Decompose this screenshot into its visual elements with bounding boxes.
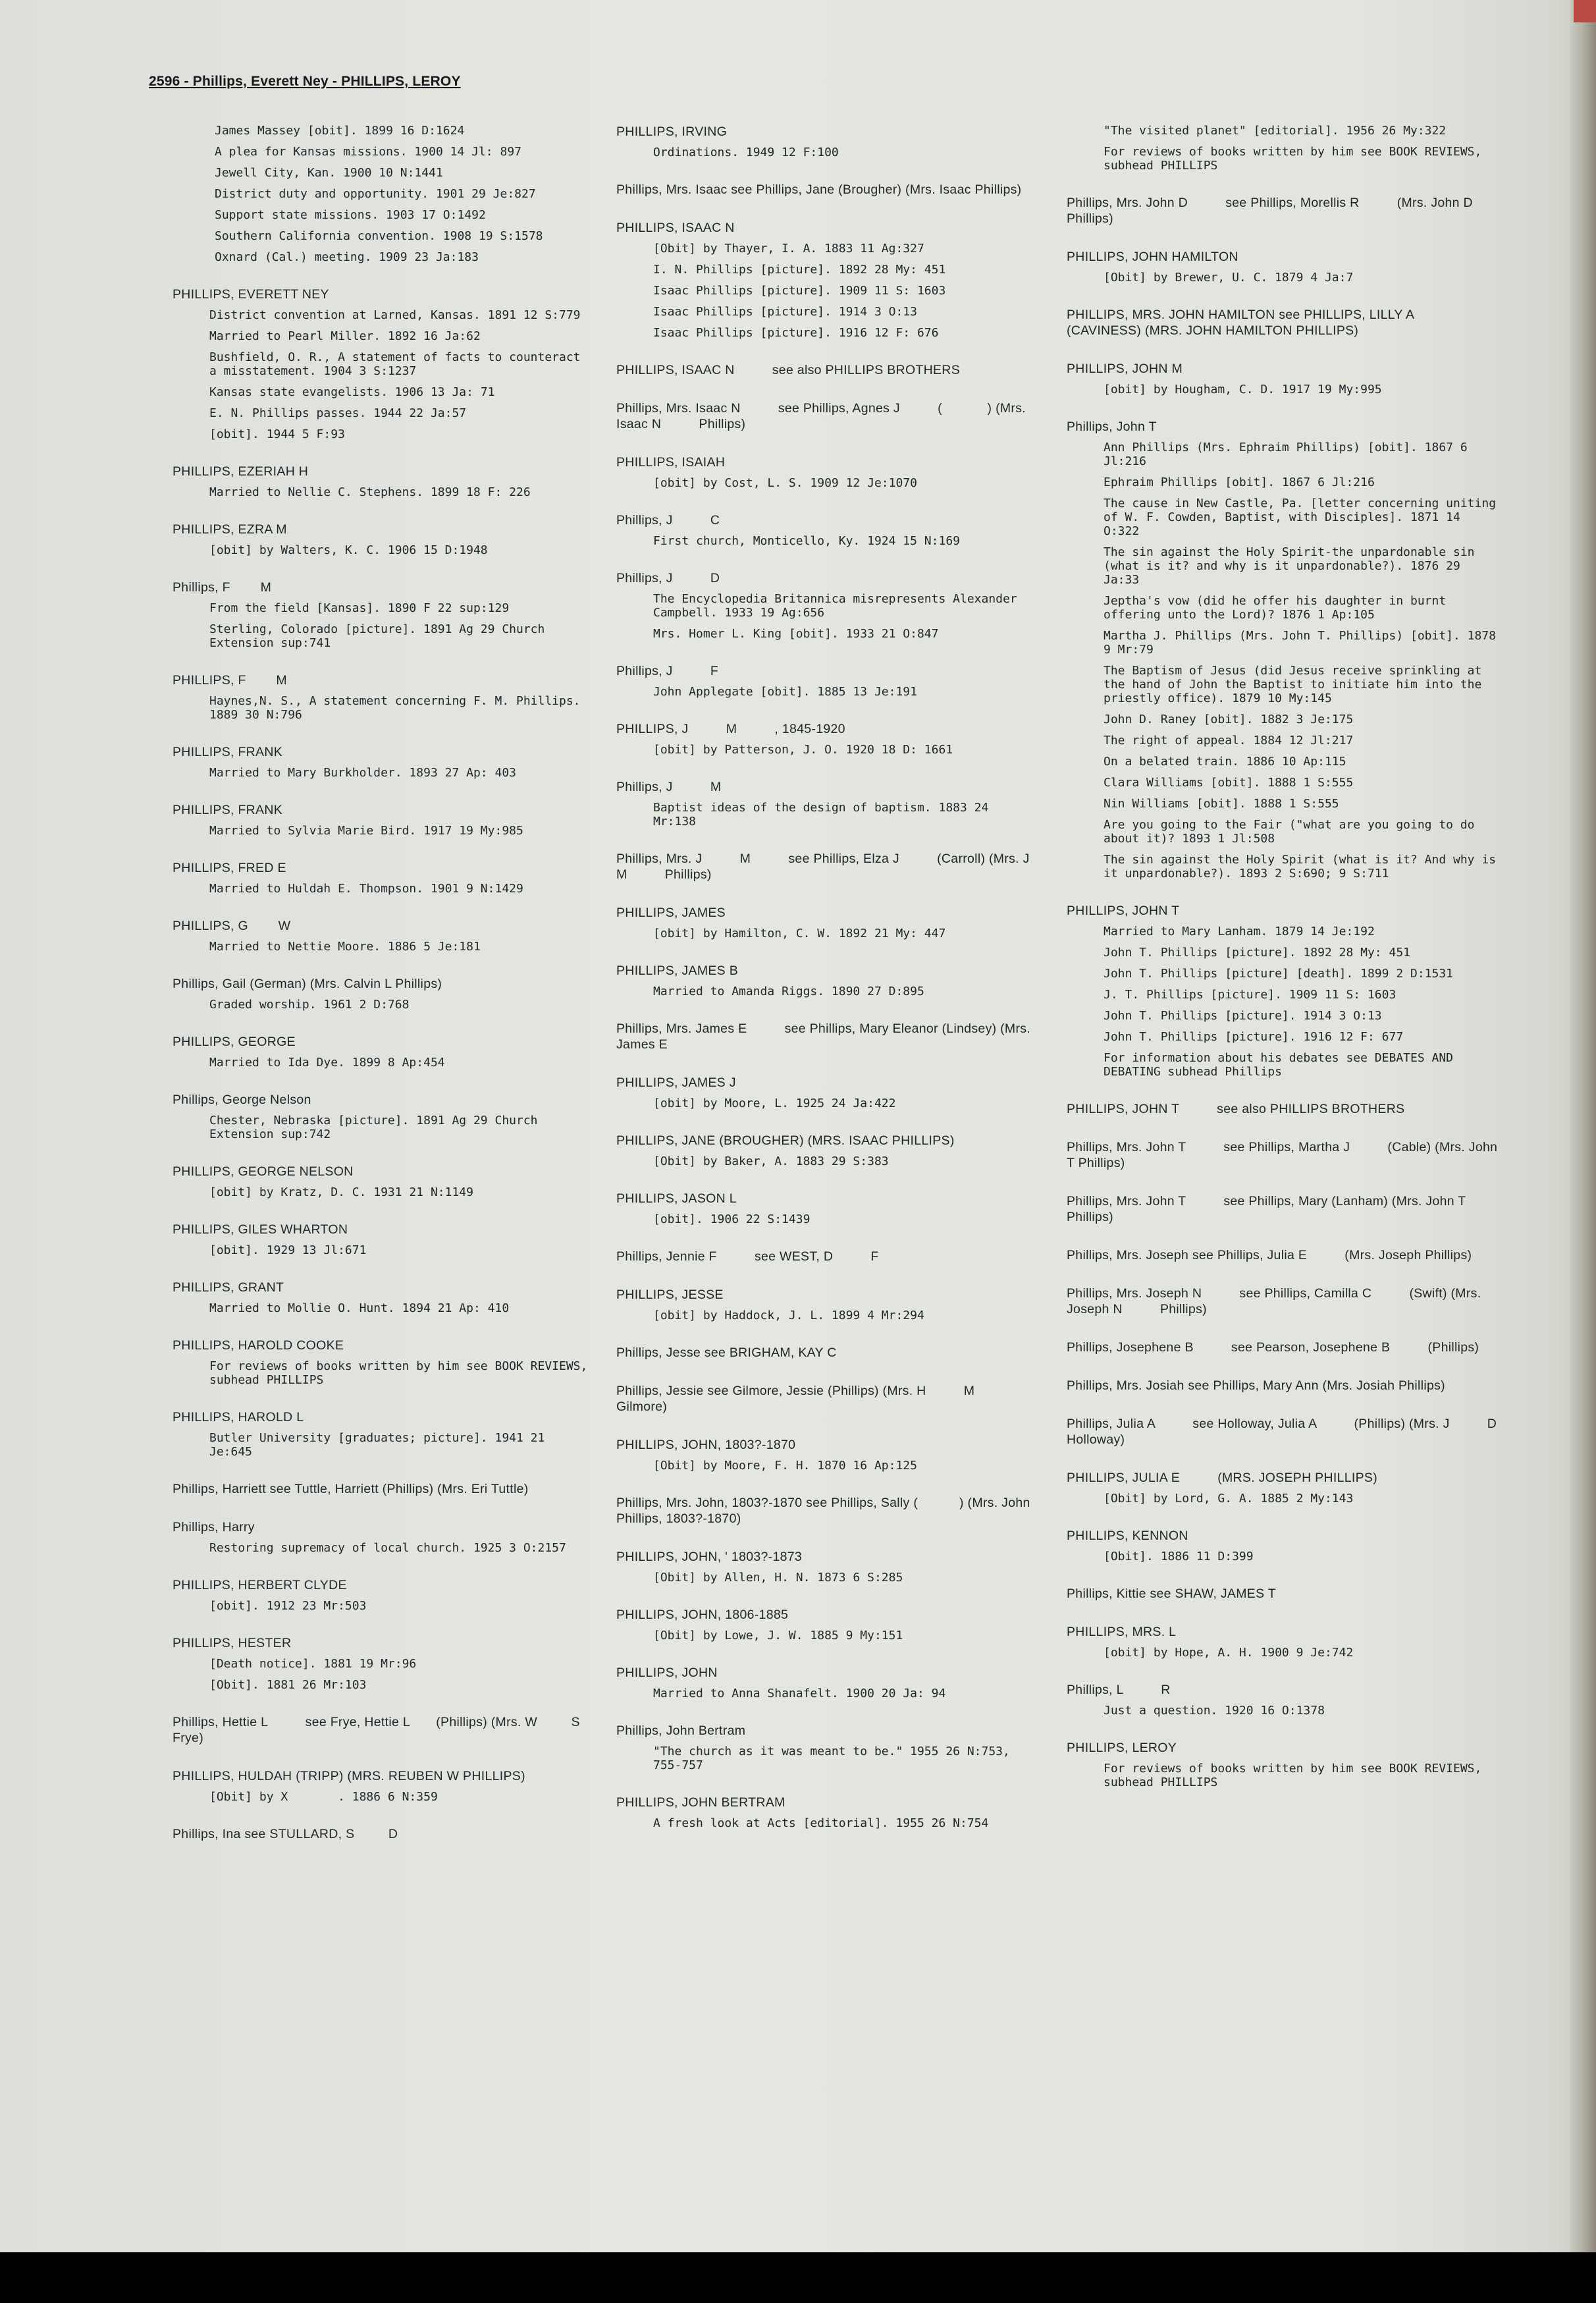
entry-heading: Phillips, John Bertram <box>616 1723 746 1738</box>
citation-line: [Obit] by Allen, H. N. 1873 6 S:285 <box>653 1571 903 1585</box>
citation-line: [obit] by Haddock, J. L. 1899 4 Mr:294 <box>653 1309 924 1322</box>
entry-heading: PHILLIPS, FRANK <box>173 745 283 759</box>
entry-heading: PHILLIPS, JULIA E (MRS. JOSEPH PHILLIPS) <box>1067 1471 1378 1485</box>
citation-line: For reviews of books written by him see BOOK REVIEWS, subhead PHILLIPS <box>1104 1762 1489 1789</box>
index-entry <box>173 286 594 441</box>
citation-line: Chester, Nebraska [picture]. 1891 Ag 29 Church Extension sup:742 <box>209 1114 545 1141</box>
citation-line: Nin Williams [obit]. 1888 1 S:555 <box>1104 797 1339 811</box>
citation-line: The sin against the Holy Spirit-the unpardonable sin (what is it? and why is it unpardonable?). 1876 29 Ja:33 <box>1104 545 1482 587</box>
citation-line: On a belated train. 1886 10 Ap:115 <box>1104 755 1346 769</box>
index-entry <box>173 976 594 1012</box>
entry-heading: Phillips, Harriett see Tuttle, Harriett (Phillips) (Mrs. Eri Tuttle) <box>173 1482 529 1496</box>
index-entry <box>1067 1416 1501 1448</box>
index-entry <box>616 1345 1038 1361</box>
citation-line: Sterling, Colorado [picture]. 1891 Ag 29 Church Extension sup:741 <box>209 622 552 650</box>
entry-heading: PHILLIPS, F M <box>173 673 287 688</box>
index-column-1 <box>173 124 594 1864</box>
citation-line: A fresh look at Acts [editorial]. 1955 26 N:754 <box>653 1816 989 1830</box>
entry-heading: PHILLIPS, JASON L <box>616 1191 737 1206</box>
entry-heading: PHILLIPS, JOHN T <box>1067 904 1180 918</box>
citation-line: John Applegate [obit]. 1885 13 Je:191 <box>653 685 917 699</box>
entry-heading: Phillips, J C <box>616 513 720 528</box>
entry-heading: PHILLIPS, MRS. JOHN HAMILTON see PHILLIPS, LILLY A (CAVINESS) (MRS. JOHN HAMILTON PHILLIPS) <box>1067 308 1437 338</box>
citation-line: Married to Anna Shanafelt. 1900 20 Ja: 94 <box>653 1687 946 1700</box>
index-entry <box>616 1021 1038 1052</box>
entry-heading: PHILLIPS, JOHN, 1803?-1870 <box>616 1438 796 1452</box>
citation-line: [Obit] by Baker, A. 1883 29 S:383 <box>653 1154 889 1168</box>
index-entry <box>616 1249 1038 1264</box>
entry-heading: PHILLIPS, GEORGE NELSON <box>173 1164 354 1179</box>
citation-line: Support state missions. 1903 17 O:1492 <box>215 208 486 222</box>
citation-line: [obit] by Cost, L. S. 1909 12 Je:1070 <box>653 476 917 490</box>
citation-line: Married to Mollie O. Hunt. 1894 21 Ap: 410 <box>209 1301 510 1315</box>
entry-heading: Phillips, J F <box>616 664 719 678</box>
citation-line: [obit] by Hamilton, C. W. 1892 21 My: 447 <box>653 927 946 940</box>
entry-heading: PHILLIPS, ISAIAH <box>616 455 726 470</box>
citation-line: John T. Phillips [picture] [death]. 1899 2 D:1531 <box>1104 967 1454 981</box>
index-entry <box>616 1549 1038 1585</box>
index-entry <box>616 1133 1038 1168</box>
citation-line: The Baptism of Jesus (did Jesus receive sprinkling at the hand of John the Baptist to initiate him into the priestly office). 1879 10 My:145 <box>1104 664 1489 705</box>
entry-heading: PHILLIPS, JANE (BROUGHER) (MRS. ISAAC PHILLIPS) <box>616 1133 955 1148</box>
citation-line: [Death notice]. 1881 19 Mr:96 <box>209 1657 417 1671</box>
citation-line: Married to Huldah E. Thompson. 1901 9 N:1429 <box>209 882 523 896</box>
citation-line: [obit]. 1906 22 S:1439 <box>653 1212 811 1226</box>
index-entry <box>616 963 1038 998</box>
citation-line: John T. Phillips [picture]. 1892 28 My: 451 <box>1104 946 1410 960</box>
entry-heading: PHILLIPS, EZRA M <box>173 522 287 537</box>
entry-heading: Phillips, Mrs. John T see Phillips, Martha J (Cable) (Mrs. John T Phillips) <box>1067 1140 1501 1170</box>
entry-heading: PHILLIPS, J M , 1845-1920 <box>616 722 845 736</box>
entry-heading: Phillips, Mrs. Isaac see Phillips, Jane (Brougher) (Mrs. Isaac Phillips) <box>616 182 1022 197</box>
entry-heading: Phillips, George Nelson <box>173 1093 311 1107</box>
citation-line: Married to Nettie Moore. 1886 5 Je:181 <box>209 940 481 954</box>
entry-heading: Phillips, Kittie see SHAW, JAMES T <box>1067 1586 1276 1601</box>
citation-line: [Obit] by Brewer, U. C. 1879 4 Ja:7 <box>1104 271 1354 284</box>
entry-heading: Phillips, Ina see STULLARD, S D <box>173 1827 398 1841</box>
index-entry <box>616 1191 1038 1226</box>
entry-heading: PHILLIPS, GRANT <box>173 1280 284 1295</box>
index-entry <box>173 1768 594 1804</box>
entry-heading: Phillips, Hettie L see Frye, Hettie L (Phillips) (Mrs. W S Frye) <box>173 1715 584 1745</box>
entry-heading: Phillips, Mrs. Josiah see Phillips, Mary Ann (Mrs. Josiah Phillips) <box>1067 1378 1445 1393</box>
index-entry <box>616 182 1038 198</box>
entry-heading: PHILLIPS, FRANK <box>173 803 283 817</box>
citation-line: Haynes,N. S., A statement concerning F. M. Phillips. 1889 30 N:796 <box>209 694 588 722</box>
index-entry <box>173 1034 594 1070</box>
citation-line: [obit] by Hope, A. H. 1900 9 Je:742 <box>1104 1646 1354 1660</box>
entry-heading: Phillips, J M <box>616 780 722 794</box>
citation-line: First church, Monticello, Ky. 1924 15 N:169 <box>653 534 960 548</box>
citation-line: Married to Mary Burkholder. 1893 27 Ap: 403 <box>209 766 516 780</box>
index-entry <box>1067 1139 1501 1171</box>
index-entry <box>1067 1740 1501 1789</box>
index-entry <box>1067 1101 1501 1117</box>
citation-line: Oxnard (Cal.) meeting. 1909 23 Ja:183 <box>215 250 479 264</box>
index-entry <box>173 1519 594 1555</box>
index-entry <box>1067 195 1501 227</box>
citation-line: Mrs. Homer L. King [obit]. 1933 21 O:847 <box>653 627 939 641</box>
index-entry <box>1067 1528 1501 1563</box>
index-entry <box>616 1075 1038 1110</box>
citation-line: [Obit]. 1886 11 D:399 <box>1104 1550 1254 1563</box>
index-entry <box>173 860 594 896</box>
citation-line: Bushfield, O. R., A statement of facts to counteract a misstatement. 1904 3 S:1237 <box>209 350 588 378</box>
entry-heading: PHILLIPS, LEROY <box>1067 1741 1177 1755</box>
citation-line: Married to Ida Dye. 1899 8 Ap:454 <box>209 1056 445 1070</box>
index-entry <box>1067 249 1501 284</box>
index-entry <box>1067 124 1501 173</box>
citation-line: J. T. Phillips [picture]. 1909 11 S: 1603 <box>1104 988 1396 1002</box>
citation-line: Jeptha's vow (did he offer his daughter in burnt offering unto the Lord)? 1876 1 Ap:105 <box>1104 594 1454 622</box>
citation-line: [obit]. 1929 13 Jl:671 <box>209 1243 367 1257</box>
index-entry <box>173 1635 594 1692</box>
entry-heading: Phillips, Gail (German) (Mrs. Calvin L Phillips) <box>173 977 442 991</box>
entry-heading: PHILLIPS, JOHN, ' 1803?-1873 <box>616 1550 803 1564</box>
index-entry <box>616 905 1038 940</box>
page-corner-mark <box>1574 0 1596 22</box>
entry-heading: Phillips, F M <box>173 580 272 595</box>
entry-heading: PHILLIPS, JAMES B <box>616 963 738 978</box>
index-entry <box>173 744 594 780</box>
citation-line: Southern California convention. 1908 19 S:1578 <box>215 229 543 243</box>
citation-line: [obit] by Patterson, J. O. 1920 18 D: 1661 <box>653 743 953 757</box>
entry-heading: PHILLIPS, IRVING <box>616 124 728 139</box>
index-entry <box>616 1723 1038 1772</box>
entry-heading: Phillips, Jennie F see WEST, D F <box>616 1249 879 1264</box>
index-entry <box>1067 419 1501 881</box>
index-column-3 <box>1067 124 1504 1812</box>
citation-line: [Obit] by Lord, G. A. 1885 2 My:143 <box>1104 1492 1354 1505</box>
entry-heading: PHILLIPS, ISAAC N <box>616 221 735 235</box>
index-entry <box>173 1714 594 1746</box>
citation-line: Isaac Phillips [picture]. 1914 3 O:13 <box>653 305 917 319</box>
citation-line: Butler University [graduates; picture]. 1941 21 Je:645 <box>209 1431 552 1459</box>
entry-heading: Phillips, Josephene B see Pearson, Josephene B (Phillips) <box>1067 1340 1479 1355</box>
citation-line: The right of appeal. 1884 12 Jl:217 <box>1104 734 1354 747</box>
citation-line: The cause in New Castle, Pa. [letter concerning uniting of W. F. Cowden, Baptist, with Disciples]. 1871 14 O:322 <box>1104 497 1503 538</box>
index-entry <box>616 1437 1038 1473</box>
citation-line: [Obit] by Moore, F. H. 1870 16 Ap:125 <box>653 1459 917 1473</box>
index-entry <box>1067 1586 1501 1602</box>
index-entry <box>1067 307 1501 339</box>
index-entry <box>616 454 1038 490</box>
citation-line: Ordinations. 1949 12 F:100 <box>653 146 839 159</box>
entry-heading: PHILLIPS, HAROLD L <box>173 1410 304 1424</box>
citation-line: District duty and opportunity. 1901 29 Je:827 <box>215 187 536 201</box>
citation-line: Married to Amanda Riggs. 1890 27 D:895 <box>653 985 924 998</box>
citation-line: From the field [Kansas]. 1890 F 22 sup:129 <box>209 601 510 615</box>
index-column-2 <box>616 124 1067 1853</box>
index-entry <box>616 779 1038 828</box>
citation-line: [obit]. 1912 23 Mr:503 <box>209 1599 367 1613</box>
page-header: 2596 - Phillips, Everett Ney - PHILLIPS, LEROY <box>149 74 461 89</box>
entry-heading: Phillips, Mrs. Joseph see Phillips, Julia E (Mrs. Joseph Phillips) <box>1067 1248 1472 1262</box>
entry-heading: Phillips, Jesse see BRIGHAM, KAY C <box>616 1345 837 1360</box>
citation-line: [Obit] by X . 1886 6 N:359 <box>209 1790 438 1804</box>
entry-heading: PHILLIPS, KENNON <box>1067 1529 1188 1543</box>
entry-heading: PHILLIPS, G W <box>173 919 291 933</box>
citation-line: [obit] by Walters, K. C. 1906 15 D:1948 <box>209 543 488 557</box>
entry-heading: PHILLIPS, EVERETT NEY <box>173 287 329 302</box>
citation-line: Baptist ideas of the design of baptism. 1883 24 Mr:138 <box>653 801 996 828</box>
index-entry <box>173 580 594 650</box>
entry-heading: Phillips, Mrs. Joseph N see Phillips, Camilla C (Swift) (Mrs. Joseph N Phillips) <box>1067 1286 1485 1316</box>
index-entry <box>616 663 1038 699</box>
entry-heading: Phillips, Mrs. Isaac N see Phillips, Agnes J ( ) (Mrs. Isaac N Phillips) <box>616 401 1030 431</box>
index-entry <box>616 1795 1038 1830</box>
index-entry <box>173 802 594 838</box>
index-entry <box>616 1383 1038 1415</box>
citation-line: Restoring supremacy of local church. 1925 3 O:2157 <box>209 1541 566 1555</box>
index-entry <box>616 220 1038 340</box>
index-entry <box>173 1222 594 1257</box>
citation-line: "The church as it was meant to be." 1955 26 N:753, 755-757 <box>653 1745 1017 1772</box>
index-entry <box>173 1338 594 1387</box>
entry-heading: PHILLIPS, JOHN HAMILTON <box>1067 250 1238 264</box>
citation-line: James Massey [obit]. 1899 16 D:1624 <box>215 124 465 138</box>
entry-heading: Phillips, Julia A see Holloway, Julia A (Phillips) (Mrs. J D Holloway) <box>1067 1417 1501 1447</box>
index-entry <box>1067 1682 1501 1718</box>
citation-line: Martha J. Phillips (Mrs. John T. Phillips) [obit]. 1878 9 Mr:79 <box>1104 629 1503 657</box>
citation-line: District convention at Larned, Kansas. 1891 12 S:779 <box>209 308 581 322</box>
citation-line: John T. Phillips [picture]. 1914 3 O:13 <box>1104 1009 1382 1023</box>
index-entry <box>1067 1247 1501 1263</box>
citation-line: Are you going to the Fair ("what are you going to do about it)? 1893 1 Jl:508 <box>1104 818 1482 846</box>
entry-heading: PHILLIPS, HERBERT CLYDE <box>173 1578 347 1592</box>
entry-heading: PHILLIPS, FRED E <box>173 861 286 875</box>
entry-heading: PHILLIPS, ISAAC N see also PHILLIPS BROTHERS <box>616 363 960 377</box>
citation-line: [obit] by Kratz, D. C. 1931 21 N:1149 <box>209 1185 473 1199</box>
entry-heading: PHILLIPS, GEORGE <box>173 1035 296 1049</box>
citation-line: Kansas state evangelists. 1906 13 Ja: 71 <box>209 385 495 399</box>
index-entry <box>616 851 1067 882</box>
entry-heading: PHILLIPS, EZERIAH H <box>173 464 309 479</box>
citation-line: Married to Mary Lanham. 1879 14 Je:192 <box>1104 925 1375 938</box>
citation-line: John T. Phillips [picture]. 1916 12 F: 677 <box>1104 1030 1404 1044</box>
entry-heading: Phillips, Jessie see Gilmore, Jessie (Phillips) (Mrs. H M Gilmore) <box>616 1384 1013 1414</box>
entry-heading: PHILLIPS, MRS. L <box>1067 1625 1177 1639</box>
citation-line: Clara Williams [obit]. 1888 1 S:555 <box>1104 776 1354 790</box>
index-entry <box>1067 1378 1501 1394</box>
entry-heading: PHILLIPS, JOHN <box>616 1666 718 1680</box>
index-entry <box>616 1607 1038 1642</box>
entry-heading: Phillips, Mrs. James E see Phillips, Mary Eleanor (Lindsey) (Mrs. James E <box>616 1021 1034 1052</box>
index-entry <box>1067 1340 1501 1355</box>
index-entry <box>1067 1624 1501 1660</box>
index-entry <box>173 1280 594 1315</box>
entry-heading: PHILLIPS, JAMES <box>616 906 726 920</box>
citation-line: Married to Pearl Miller. 1892 16 Ja:62 <box>209 329 481 343</box>
citation-line: Ann Phillips (Mrs. Ephraim Phillips) [obit]. 1867 6 Jl:216 <box>1104 441 1475 468</box>
index-entry <box>173 124 594 264</box>
citation-line: [obit]. 1944 5 F:93 <box>209 427 345 441</box>
citation-line: For reviews of books written by him see BOOK REVIEWS, subhead PHILLIPS <box>209 1359 595 1387</box>
citation-line: [obit] by Hougham, C. D. 1917 19 My:995 <box>1104 383 1382 396</box>
index-entry <box>616 512 1038 548</box>
entry-heading: PHILLIPS, JOHN T see also PHILLIPS BROTHERS <box>1067 1102 1405 1116</box>
index-entry <box>173 1826 594 1842</box>
citation-line: Ephraim Phillips [obit]. 1867 6 Jl:216 <box>1104 475 1375 489</box>
index-entry <box>173 1092 594 1141</box>
index-entry <box>173 1481 594 1497</box>
citation-line: For information about his debates see DEBATES AND DEBATING subhead Phillips <box>1104 1051 1460 1079</box>
index-entry <box>616 1665 1038 1700</box>
citation-line: Just a question. 1920 16 O:1378 <box>1104 1704 1325 1718</box>
citation-line: "The visited planet" [editorial]. 1956 26 My:322 <box>1104 124 1447 138</box>
citation-line: Married to Sylvia Marie Bird. 1917 19 My:985 <box>209 824 523 838</box>
citation-line: I. N. Phillips [picture]. 1892 28 My: 451 <box>653 263 946 277</box>
entry-heading: Phillips, Mrs. John T see Phillips, Mary (Lanham) (Mrs. John T Phillips) <box>1067 1194 1504 1224</box>
index-entry <box>1067 903 1501 1079</box>
index-entry <box>173 1164 594 1199</box>
book-page-edge <box>1570 0 1596 2252</box>
entry-heading: PHILLIPS, HESTER <box>173 1636 292 1650</box>
citation-line: [Obit] by Lowe, J. W. 1885 9 My:151 <box>653 1629 903 1642</box>
entry-heading: Phillips, Mrs. John D see Phillips, Morellis R (Mrs. John D Phillips) <box>1067 196 1477 226</box>
citation-line: A plea for Kansas missions. 1900 14 Jl: 897 <box>215 145 521 159</box>
index-entry <box>1067 1193 1504 1225</box>
entry-heading: PHILLIPS, JOHN BERTRAM <box>616 1795 785 1810</box>
citation-line: The Encyclopedia Britannica misrepresents Alexander Campbell. 1933 19 Ag:656 <box>653 592 1024 620</box>
index-entry <box>173 672 594 722</box>
citation-line: [Obit] by Thayer, I. A. 1883 11 Ag:327 <box>653 242 924 256</box>
citation-line: E. N. Phillips passes. 1944 22 Ja:57 <box>209 406 467 420</box>
citation-line: For reviews of books written by him see BOOK REVIEWS, subhead PHILLIPS <box>1104 145 1489 173</box>
index-entry <box>616 362 1038 378</box>
entry-heading: Phillips, Mrs. John, 1803?-1870 see Phillips, Sally ( ) (Mrs. John Phillips, 1803?-1870) <box>616 1496 1034 1526</box>
index-entry <box>173 918 594 954</box>
index-entry <box>616 570 1038 641</box>
citation-line: Graded worship. 1961 2 D:768 <box>209 998 410 1012</box>
index-entry <box>1067 1286 1501 1317</box>
entry-heading: Phillips, John T <box>1067 420 1157 434</box>
index-entry <box>173 464 594 499</box>
entry-heading: Phillips, J D <box>616 571 720 585</box>
entry-heading: PHILLIPS, JOHN, 1806-1885 <box>616 1608 789 1622</box>
entry-heading: PHILLIPS, HULDAH (TRIPP) (MRS. REUBEN W PHILLIPS) <box>173 1769 525 1783</box>
citation-line: Isaac Phillips [picture]. 1909 11 S: 1603 <box>653 284 946 298</box>
citation-line: Married to Nellie C. Stephens. 1899 18 F: 226 <box>209 485 531 499</box>
entry-heading: PHILLIPS, JOHN M <box>1067 362 1183 376</box>
entry-heading: PHILLIPS, HAROLD COOKE <box>173 1338 344 1353</box>
index-entry <box>616 1495 1038 1527</box>
citation-line: [obit] by Moore, L. 1925 24 Ja:422 <box>653 1097 896 1110</box>
citation-line: John D. Raney [obit]. 1882 3 Je:175 <box>1104 713 1354 726</box>
citation-line: Isaac Phillips [picture]. 1916 12 F: 676 <box>653 326 939 340</box>
index-entry <box>173 1409 594 1459</box>
entry-heading: PHILLIPS, GILES WHARTON <box>173 1222 348 1237</box>
entry-heading: PHILLIPS, JESSE <box>616 1287 724 1302</box>
index-entry <box>173 1577 594 1613</box>
citation-line: The sin against the Holy Spirit (what is it? And why is it unpardonable?). 1893 2 S:690; 9 S:711 <box>1104 853 1503 881</box>
index-entry <box>1067 361 1501 396</box>
entry-heading: Phillips, L R <box>1067 1683 1171 1697</box>
index-entry <box>616 124 1038 159</box>
index-entry <box>1067 1470 1501 1505</box>
entry-heading: Phillips, Mrs. J M see Phillips, Elza J (Carroll) (Mrs. J M Phillips) <box>616 852 1067 882</box>
citation-line: Jewell City, Kan. 1900 10 N:1441 <box>215 166 443 180</box>
entry-heading: PHILLIPS, JAMES J <box>616 1075 736 1090</box>
index-entry <box>173 522 594 557</box>
index-entry <box>616 400 1038 432</box>
index-entry <box>616 721 1038 757</box>
index-entry <box>616 1287 1038 1322</box>
entry-heading: Phillips, Harry <box>173 1520 255 1534</box>
citation-line: [Obit]. 1881 26 Mr:103 <box>209 1678 367 1692</box>
